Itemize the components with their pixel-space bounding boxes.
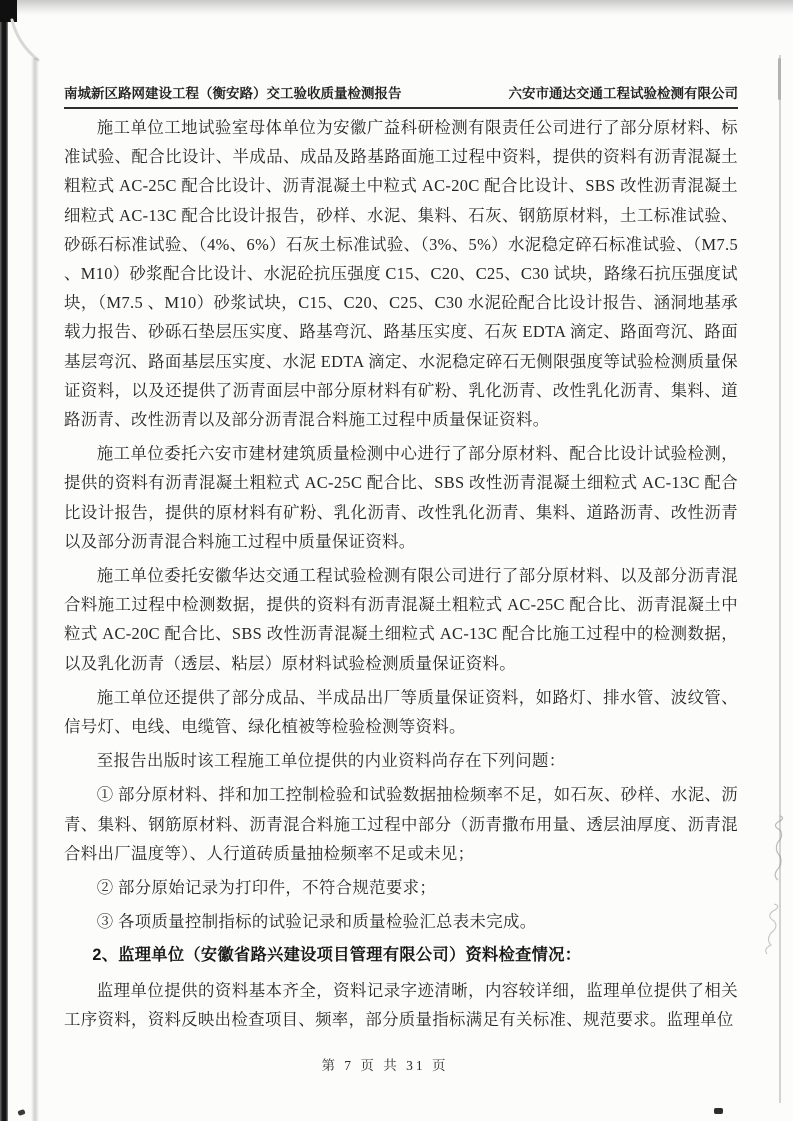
- report-paragraph: 施工单位还提供了部分成品、半成品出厂等质量保证资料，如路灯、排水管、波纹管、信号灯、电线、电缆管、绿化植被等检验检测等资料。: [64, 687, 738, 737]
- report-paragraph: 至报告出版时该工程施工单位提供的内业资料尚存在下列问题：: [96, 751, 566, 771]
- page-fold-shadow: [31, 58, 39, 1121]
- running-head: [64, 82, 738, 109]
- report-paragraph: 监理单位提供的资料基本齐全，资料记录字迹清晰，内容较详细，监理单位提供了相关工序资料，资料反映出检查项目、频率，部分质量指标满足有关标准、规范要求。监理单位: [64, 980, 738, 1029]
- section-heading: 2、监理单位（安徽省路兴建设项目管理有限公司）资料检查情况：: [92, 946, 582, 965]
- running-head-company-name: 六安市通达交通工程试验检测有限公司: [508, 86, 738, 101]
- scan-top-shadow: [0, 0, 793, 16]
- report-body: [64, 113, 738, 1039]
- report-paragraph: ③ 各项质量控制指标的试验记录和质量检验汇总表未完成。: [96, 912, 537, 932]
- scan-speck-bottom-right: [714, 1108, 723, 1114]
- report-paragraph: ② 部分原始记录为打印件，不符合规范要求；: [96, 878, 437, 898]
- page-edge-dark-segment: [778, 58, 781, 100]
- report-paragraph: 施工单位工地试验室母体单位为安徽广益科研检测有限责任公司进行了部分原材料、标准试验、配合比设计、半成品、成品及路基路面施工过程中资料，提供的资料有沥青混凝土粗粒式 AC-25C 配合比设计、沥青混凝土中粒式 AC-20C 配合比设计、SBS 改性沥青混凝土细粒式 AC-13C 配合比设计报告，砂样、水泥、集料、石灰、钢筋原材料，土工标准试验、砂砾石标准试验、（4%、6%）石灰土标准试验、（3%、5%）水泥稳定碎石标准试验、（M7.5 、M10）砂浆配合比设计、水泥砼抗压强度 C15、C20、C25、C30 试块，路缘石抗压强度试块，（M7.5 、M10）砂浆试块，C15、C20、C25、C30 水泥砼配合比设计报告、涵洞地基承载力报告、砂砾石垫层压实度、路基弯沉、路基压实度、石灰 EDTA 滴定、路面弯沉、路面基层弯沉、路面基层压实度、水泥 EDTA 滴定、水泥稳定碎石无侧限强度等试验检测质量保证资料，以及还提供了沥青面层中部分原材料有矿粉、乳化沥青、改性乳化沥青、集料、道路沥青、改性沥青以及部分沥青混合料施工过程中质量保证资料。: [64, 118, 738, 430]
- report-paragraph: 施工单位委托安徽华达交通工程试验检测有限公司进行了部分原材料、以及部分沥青混合料施工过程中检测数据，提供的资料有沥青混凝土粗粒式 AC-25C 配合比、沥青混凝土中粒式 AC-20C 配合比、SBS 改性沥青混凝土细粒式 AC-13C 配合比施工过程中的检测数据，以及乳化沥青（透层、粘层）原材料试验检测质量保证资料。: [64, 566, 738, 673]
- scan-speck-bottom-left: [17, 1109, 25, 1116]
- page-corner-curve: [8, 18, 48, 68]
- report-paragraph: ① 部分原材料、拌和加工控制检验和试验数据抽检频率不足，如石灰、砂样、水泥、沥青、集料、钢筋原材料、沥青混合料施工过程中部分（沥青撒布用量、透层油厚度、沥青混合料出厂温度等）、人行道砖质量抽检频率不足或未见；: [64, 785, 738, 863]
- page-number: 第 7 页 共 31 页: [321, 1058, 449, 1073]
- scan-binding-edge: [0, 18, 8, 1121]
- handwriting-smudge: [756, 812, 788, 982]
- running-head-project-title: 南城新区路网建设工程（衡安路）交工验收质量检测报告: [64, 86, 402, 101]
- report-paragraph: 施工单位委托六安市建材建筑质量检测中心进行了部分原材料、配合比设计试验检测，提供的资料有沥青混凝土粗粒式 AC-25C 配合比、SBS 改性沥青混凝土细粒式 AC-13C 配合比设计报告，提供的原材料有矿粉、乳化沥青、改性乳化沥青、集料、道路沥青、改性沥青以及部分沥青混合料施工过程中质量保证资料。: [64, 444, 738, 551]
